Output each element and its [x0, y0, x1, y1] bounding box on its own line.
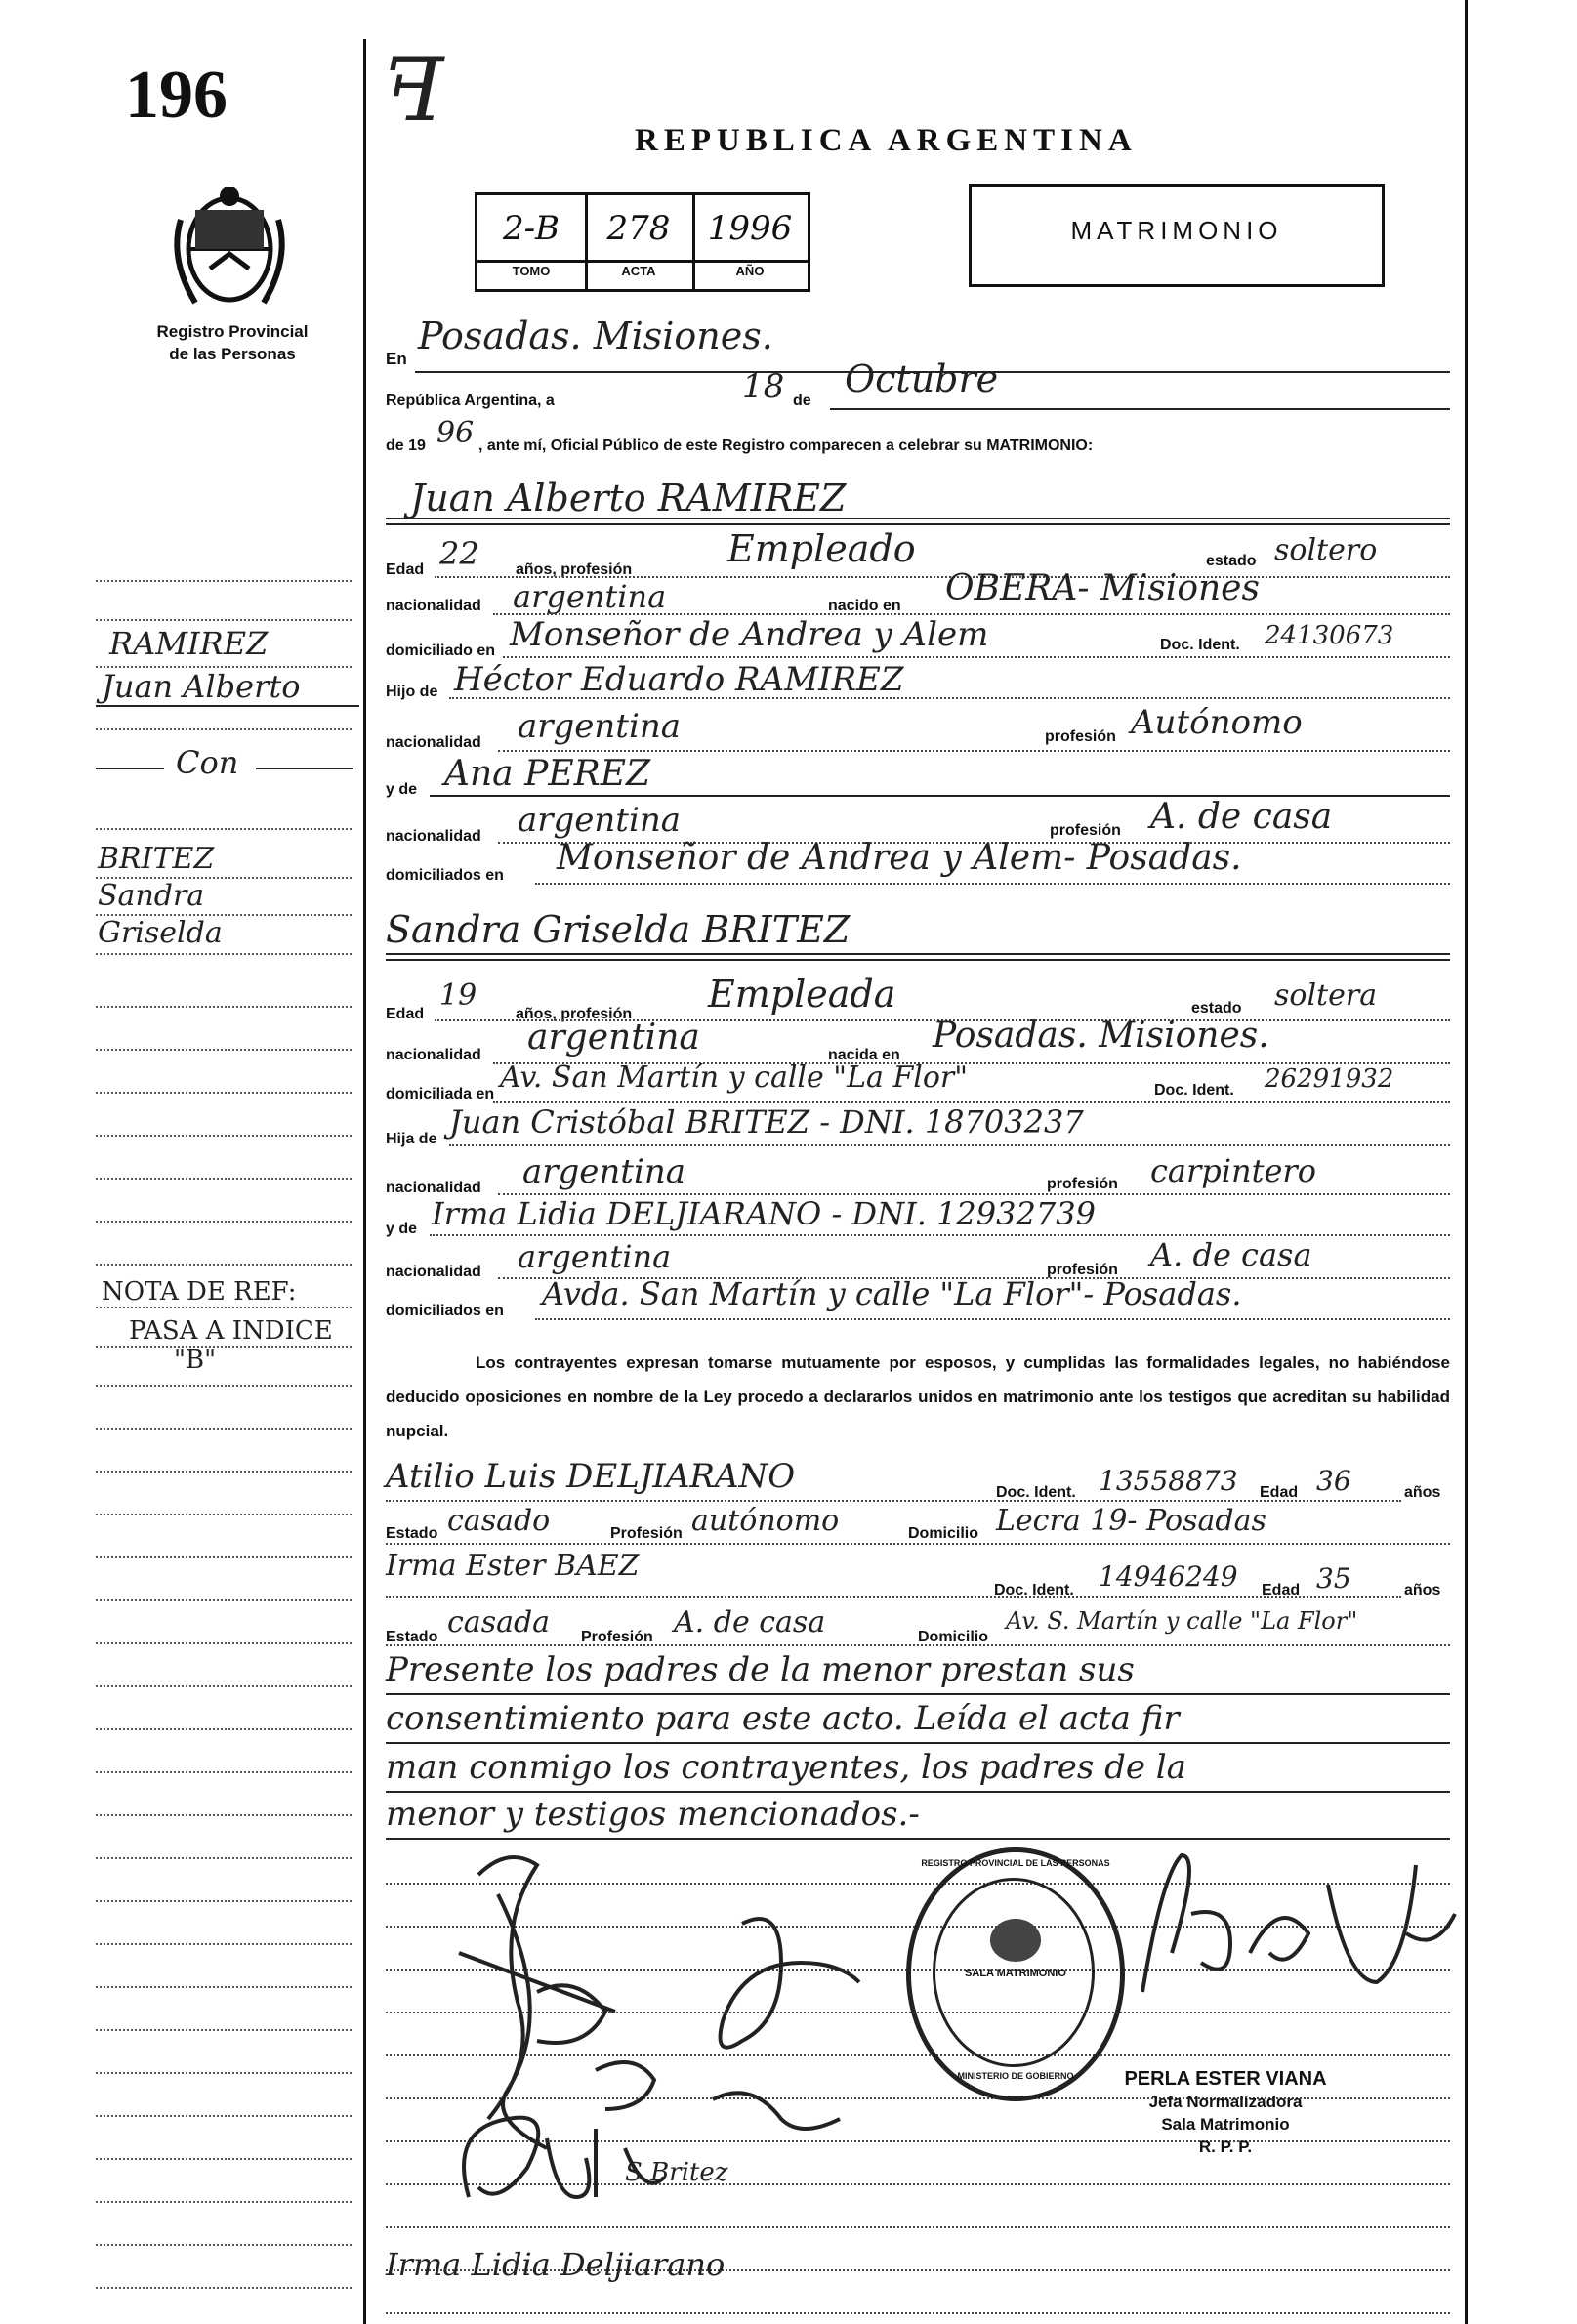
groom-nationality: argentina	[513, 578, 667, 615]
bride-father-prof-label: profesión	[1047, 1176, 1118, 1192]
bride-hija-label: Hija de	[386, 1131, 437, 1147]
witness1-profession: autónomo	[691, 1504, 840, 1538]
officer-name: PERLA ESTER VIANA	[1124, 2068, 1327, 2090]
groom-father-prof-label: profesión	[1045, 728, 1116, 745]
day: 18	[742, 367, 785, 406]
witness1-status: casado	[447, 1504, 551, 1538]
tomo-label: TOMO	[512, 264, 551, 278]
year-prefix: de 19	[386, 437, 426, 454]
note-line-4: menor y testigos mencionados.-	[386, 1795, 920, 1834]
groom-yde-label: y de	[386, 781, 418, 798]
bride-anos-label: años, profesión	[516, 1006, 633, 1022]
bride-mother-prof: A. de casa	[1150, 1236, 1312, 1273]
groom-profession: Empleado	[727, 527, 916, 570]
groom-father-prof: Autónomo	[1131, 703, 1303, 742]
groom-mother-nat-label: nacionalidad	[386, 828, 481, 845]
groom-mother-prof-label: profesión	[1050, 822, 1121, 839]
margin-bride-given1: Sandra	[98, 879, 205, 913]
bride-father-prof: carpintero	[1150, 1152, 1316, 1189]
groom-anos-label: años, profesión	[516, 561, 633, 578]
witness1-name: Atilio Luis DELJIARANO	[386, 1457, 796, 1496]
page-number: 196	[125, 58, 228, 133]
registry-line2: de las Personas	[169, 345, 296, 363]
bride-mother-prof-label: profesión	[1047, 1262, 1118, 1278]
groom-hijo-label: Hijo de	[386, 684, 438, 700]
bride-mother: Irma Lidia DELJIARANO - DNI. 12932739	[432, 1195, 1096, 1232]
bride-age: 19	[439, 978, 477, 1013]
de-label: de	[793, 393, 811, 409]
note-line-1: Presente los padres de la menor prestan sus	[386, 1650, 1135, 1689]
bride-parents-dom-label: domiciliados en	[386, 1303, 504, 1319]
stamp-bottom-text: MINISTERIO DE GOBIERNO	[957, 2071, 1074, 2081]
groom-civil-status: soltero	[1274, 533, 1378, 567]
witness2-anos-label: años	[1404, 1582, 1441, 1598]
groom-doc: 24130673	[1265, 621, 1394, 650]
year-suffix: 96	[436, 416, 475, 450]
witness1-profesion-label: Profesión	[610, 1525, 683, 1542]
groom-nationality-label: nacionalidad	[386, 598, 481, 614]
groom-domicilio-label: domiciliado en	[386, 643, 496, 659]
officer-block	[1108, 2068, 1343, 2158]
groom-father: Héctor Eduardo RAMIREZ	[454, 660, 904, 699]
bride-mother-nat: argentina	[518, 1238, 672, 1275]
groom-mother-prof: A. de casa	[1150, 797, 1333, 837]
groom-age: 22	[439, 535, 479, 572]
groom-nacido-label: nacido en	[828, 598, 901, 614]
witness2-status: casada	[447, 1605, 551, 1639]
en-label: En	[386, 350, 407, 368]
margin-bride-given2: Griselda	[98, 916, 223, 950]
bride-doc-label: Doc. Ident.	[1154, 1082, 1234, 1099]
tomo-value: 2-B	[502, 209, 560, 248]
witness1-anos-label: años	[1404, 1484, 1441, 1501]
witness2-profession: A. de casa	[674, 1605, 826, 1639]
officer-title3: R. P. P.	[1198, 2137, 1253, 2156]
acta-value: 278	[606, 209, 671, 248]
country-title: REPUBLICA ARGENTINA	[635, 123, 1138, 158]
note-line-2: consentimiento para este acto. Leída el acta fir	[386, 1699, 1180, 1738]
groom-edad-label: Edad	[386, 561, 425, 578]
bride-estado-label: estado	[1191, 1000, 1242, 1017]
legal-statement: Los contrayentes expresan tomarse mutuamente por esposos, y cumplidas las formalidades legales, no habiéndose deducido oposiciones en nombre de la Ley procedo a declararlos unidos en matrimonio ante los testigos que acreditan su habilidad nupcial.	[386, 1353, 1450, 1440]
witness1-address: Lecra 19- Posadas	[996, 1504, 1266, 1538]
witness2-profesion-label: Profesión	[581, 1629, 653, 1645]
groom-doc-label: Doc. Ident.	[1160, 637, 1240, 653]
witness1-edad-label: Edad	[1260, 1484, 1299, 1501]
declaration: , ante mí, Oficial Público de este Registro comparecen a celebrar su MATRIMONIO:	[478, 437, 1094, 454]
witness1-doc-label: Doc. Ident.	[996, 1484, 1076, 1501]
corner-mark: ꟻ	[383, 39, 444, 142]
witness2-doc-label: Doc. Ident.	[994, 1582, 1074, 1598]
margin-surname: RAMIREZ	[109, 625, 269, 662]
bride-signature-text: S Britez	[625, 2158, 728, 2187]
margin-note3: "B"	[174, 1346, 217, 1375]
bride-domicilio-label: domiciliada en	[386, 1086, 495, 1102]
groom-mother: Ana PEREZ	[444, 754, 650, 794]
witness1-domicilio-label: Domicilio	[908, 1525, 979, 1542]
document-type-box	[969, 184, 1385, 287]
groom-estado-label: estado	[1206, 553, 1257, 569]
official-stamp	[906, 1847, 1125, 2101]
bride-address: Av. San Martín y calle "La Flor"	[500, 1060, 969, 1095]
bride-father-nat-label: nacionalidad	[386, 1180, 481, 1196]
stamp-outer-text: REGISTRO PROVINCIAL DE LAS PERSONAS	[921, 1858, 1110, 1868]
ano-label: AÑO	[735, 264, 765, 278]
bride-birthplace: Posadas. Misiones.	[933, 1016, 1269, 1056]
registry-name	[125, 320, 340, 365]
bride-parents-address: Avda. San Martín y calle "La Flor"- Posadas.	[542, 1275, 1242, 1312]
witness2-address: Av. S. Martín y calle "La Flor"	[1006, 1607, 1358, 1635]
bride-doc: 26291932	[1265, 1064, 1394, 1094]
reference-box	[475, 192, 810, 292]
bride-full-name: Sandra Griselda BRITEZ	[386, 908, 851, 951]
stamp-emblem-icon	[981, 1913, 1050, 1968]
groom-father-nat-label: nacionalidad	[386, 734, 481, 751]
witness2-doc: 14946249	[1099, 1560, 1238, 1593]
groom-full-name: Juan Alberto RAMIREZ	[410, 477, 847, 519]
groom-parents-address: Monseñor de Andrea y Alem- Posadas.	[557, 838, 1242, 878]
bride-yde-label: y de	[386, 1221, 418, 1237]
groom-birthplace: OBERA- Misiones	[945, 568, 1260, 608]
witness2-age: 35	[1316, 1562, 1351, 1595]
bride-mother-nat-label: nacionalidad	[386, 1264, 481, 1280]
note-line-3: man conmigo los contrayentes, los padres de la	[386, 1748, 1186, 1787]
bride-nacida-label: nacida en	[828, 1047, 900, 1063]
groom-address: Monseñor de Andrea y Alem	[510, 615, 989, 654]
witness1-estado-label: Estado	[386, 1525, 438, 1542]
bride-father: Juan Cristóbal BRITEZ - DNI. 18703237	[449, 1103, 1084, 1141]
bride-profession: Empleada	[708, 973, 896, 1016]
bride-civil-status: soltera	[1274, 978, 1378, 1013]
right-margin-line	[1465, 0, 1468, 2324]
groom-parents-dom-label: domiciliados en	[386, 867, 504, 884]
officer-title2: Sala Matrimonio	[1161, 2115, 1290, 2134]
coat-of-arms-icon	[166, 181, 293, 317]
witness-signature	[684, 1904, 898, 2158]
bride-edad-label: Edad	[386, 1006, 425, 1022]
witness2-name: Irma Ester BAEZ	[386, 1549, 640, 1583]
witness2-estado-label: Estado	[386, 1629, 438, 1645]
groom-father-nat: argentina	[518, 707, 682, 746]
witness2-edad-label: Edad	[1262, 1582, 1301, 1598]
margin-given: Juan Alberto	[102, 668, 301, 705]
bride-nationality: argentina	[527, 1017, 700, 1058]
margin-con: Con	[176, 744, 239, 781]
margin-bride-surname: BRITEZ	[98, 842, 215, 876]
groom-mother-nat: argentina	[518, 801, 682, 840]
left-margin-line	[363, 39, 366, 2324]
registry-line1: Registro Provincial	[156, 322, 309, 341]
witness-signature-text: Irma Lidia Deljiarano	[386, 2246, 726, 2283]
witness2-domicilio-label: Domicilio	[918, 1629, 989, 1645]
document-type: MATRIMONIO	[1070, 216, 1283, 245]
margin-note2: PASA A INDICE	[129, 1316, 333, 1346]
month: Octubre	[845, 357, 999, 400]
place: Posadas. Misiones.	[418, 314, 773, 357]
officer-signature	[1113, 1836, 1465, 2031]
bride-father-nat: argentina	[522, 1152, 686, 1191]
acta-label: ACTA	[621, 264, 656, 278]
stamp-inner-text: SALA MATRIMONIO	[965, 1968, 1066, 1979]
witness1-age: 36	[1316, 1465, 1351, 1497]
republica-label: República Argentina, a	[386, 393, 555, 409]
witness1-doc: 13558873	[1099, 1465, 1238, 1497]
bride-nationality-label: nacionalidad	[386, 1047, 481, 1063]
officer-title1: Jefa Normalizadora	[1148, 2093, 1303, 2111]
ano-value: 1996	[707, 209, 793, 248]
margin-note1: NOTA DE REF:	[102, 1277, 297, 1307]
